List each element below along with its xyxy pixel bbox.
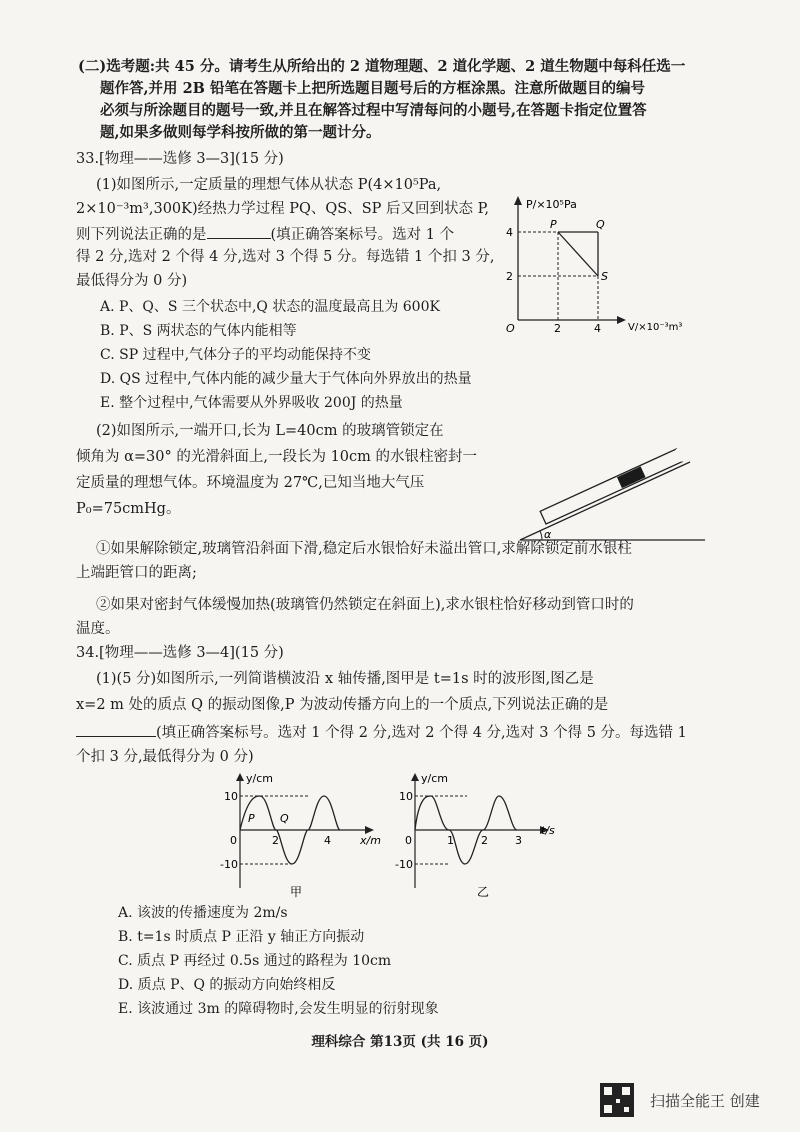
scanner-watermark: 扫描全能王 创建 (650, 1092, 760, 1110)
q34-line-3b: (填正确答案标号。选对 1 个得 2 分,选对 2 个得 4 分,选对 3 个得 5 分。每选错 1 (156, 725, 687, 741)
wave-b-x-tick-0: 0 (405, 834, 412, 847)
wave-a-caption: 甲 (290, 885, 303, 899)
q34-header: 34.[物理——选修 3—4](15 分) (76, 645, 284, 661)
q33-option-d: D. QS 过程中,气体内能的减少量大于气体向外界放出的热量 (100, 371, 472, 387)
page-footer: 理科综合 第13页 (共 16 页) (311, 1034, 489, 1050)
q33-p1-line-3b: (填正确答案标号。选对 1 个 (270, 227, 455, 243)
q33-header: 33.[物理——选修 3—3](15 分) (76, 151, 284, 167)
q33-sub2-line-1: ②如果对密封气体缓慢加热(玻璃管仍然锁定在斜面上),求水银柱恰好移动到管口时的 (96, 597, 634, 613)
q33-p1-line-3 (76, 224, 454, 244)
wave-a-y-label: y/cm (246, 772, 273, 785)
q33-option-c: C. SP 过程中,气体分子的平均动能保持不变 (100, 347, 372, 363)
wave-a-point-q: Q (280, 812, 289, 825)
pv-x-arrow (617, 316, 626, 324)
pv-y-label: P/×10⁵Pa (526, 198, 577, 211)
q33-option-a: A. P、Q、S 三个状态中,Q 状态的温度最高且为 600K (100, 299, 440, 315)
wave-b-y-tick-neg10: -10 (395, 858, 413, 871)
pv-graph (500, 192, 710, 337)
glass-tube (540, 449, 682, 524)
pv-origin-label: O (506, 322, 515, 335)
q34-option-b: B. t=1s 时质点 P 正沿 y 轴正方向振动 (118, 929, 365, 945)
wave-b-y-label: y/cm (421, 772, 448, 785)
q34-option-a: A. 该波的传播速度为 2m/s (118, 905, 288, 921)
intro-line-4: 题,如果多做则每学科按所做的第一题计分。 (100, 124, 381, 141)
pv-x-tick-4: 4 (594, 322, 601, 335)
intro-line-3: 必须与所涂题目的题号一致,并且在解答过程中写清每问的小题号,在答题卡指定位置答 (100, 102, 647, 119)
pv-point-q: Q (596, 218, 605, 231)
pv-point-p: P (550, 218, 557, 231)
q33-option-e: E. 整个过程中,气体需要从外界吸收 200J 的热量 (100, 395, 403, 411)
pv-y-tick-4: 4 (506, 226, 513, 239)
wave-a-point-p: P (248, 812, 255, 825)
incline-diagram (510, 440, 710, 550)
q33-option-b: B. P、S 两状态的气体内能相等 (100, 323, 297, 339)
q33-p1-line-5: 最低得分为 0 分) (76, 273, 188, 289)
pv-x-tick-2: 2 (554, 322, 561, 335)
q34-line-3 (76, 722, 687, 742)
pv-x-label: V/×10⁻³m³ (628, 322, 683, 333)
q33-p2-line-4: P₀=75cmHg。 (76, 501, 181, 517)
qr-code-icon (600, 1083, 634, 1117)
incline-angle-arc (540, 531, 542, 540)
intro-line-1: (二)选考题:共 45 分。请考生从所给出的 2 道物理题、2 道化学题、2 道生物题中每科任选一 (78, 58, 686, 75)
wave-a-x-tick-2: 2 (272, 834, 279, 847)
q33-p1-line-3a: 则下列说法正确的是 (76, 227, 207, 243)
wave-b-x-tick-2: 2 (481, 834, 488, 847)
q34-line-4: 个扣 3 分,最低得分为 0 分) (76, 749, 254, 765)
q34-option-c: C. 质点 P 再经过 0.5s 通过的路程为 10cm (118, 953, 392, 969)
pv-path-sp (558, 232, 598, 276)
wave-a-x-label: x/m (360, 834, 381, 847)
q33-p1-line-1: (1)如图所示,一定质量的理想气体从状态 P(4×10⁵Pa, (96, 177, 442, 193)
wave-a-y-tick-10: 10 (224, 790, 238, 803)
q33-sub1-line-1: ①如果解除锁定,玻璃管沿斜面下滑,稳定后水银恰好未溢出管口,求解除锁定前水银柱 (96, 541, 632, 557)
answer-blank[interactable] (76, 722, 156, 737)
wave-graph-a (220, 770, 395, 900)
wave-a-x-tick-0: 0 (230, 834, 237, 847)
pv-y-tick-2: 2 (506, 270, 513, 283)
pv-y-arrow (514, 196, 522, 205)
wave-a-y-tick-neg10: -10 (220, 858, 238, 871)
q34-line-1: (1)(5 分)如图所示,一列简谐横波沿 x 轴传播,图甲是 t=1s 时的波形图,图乙是 (96, 671, 594, 687)
q33-sub1-line-2: 上端距管口的距离; (76, 565, 197, 581)
q34-option-e: E. 该波通过 3m 的障碍物时,会发生明显的衍射现象 (118, 1001, 439, 1017)
answer-blank[interactable] (207, 224, 271, 239)
wave-b-x-tick-3: 3 (515, 834, 522, 847)
pv-point-s: S (601, 270, 608, 283)
wave-b-caption: 乙 (477, 885, 490, 899)
q33-p1-line-4: 得 2 分,选对 2 个得 4 分,选对 3 个得 5 分。每选错 1 个扣 3 分, (76, 249, 495, 265)
incline-angle-label: α (544, 528, 552, 541)
wave-b-x-tick-1: 1 (447, 834, 454, 847)
q33-sub2-line-2: 温度。 (76, 621, 120, 637)
wave-graph-b (395, 770, 570, 900)
wave-b-x-label: t/s (541, 824, 555, 837)
wave-b-y-tick-10: 10 (399, 790, 413, 803)
q33-p2-line-1: (2)如图所示,一端开口,长为 L=40cm 的玻璃管锁定在 (96, 423, 444, 439)
intro-line-2: 题作答,并用 2B 铅笔在答题卡上把所选题目题号后的方框涂黑。注意所做题目的编号 (100, 80, 645, 97)
q33-p2-line-3: 定质量的理想气体。环境温度为 27℃,已知当地大气压 (76, 475, 425, 491)
q33-p2-line-2: 倾角为 α=30° 的光滑斜面上,一段长为 10cm 的水银柱密封一 (76, 449, 478, 465)
wave-a-x-tick-4: 4 (324, 834, 331, 847)
q34-option-d: D. 质点 P、Q 的振动方向始终相反 (118, 977, 336, 993)
q33-p1-line-2: 2×10⁻³m³,300K)经热力学过程 PQ、QS、SP 后又回到状态 P, (76, 201, 490, 217)
q34-line-2: x=2 m 处的质点 Q 的振动图像,P 为波动传播方向上的一个质点,下列说法正确的是 (76, 697, 609, 713)
